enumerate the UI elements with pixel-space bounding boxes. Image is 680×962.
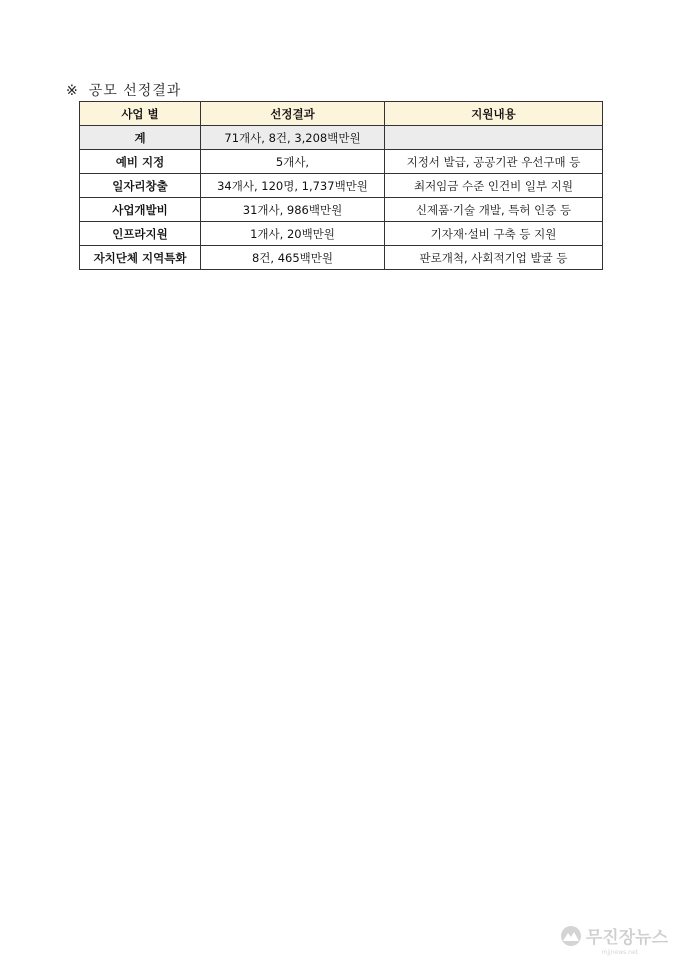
table-row-total xyxy=(80,126,603,150)
table-row xyxy=(80,222,603,246)
cell-result: 5개사, xyxy=(201,150,385,174)
cell-category: 사업개발비 xyxy=(80,198,201,222)
cell-category: 인프라지원 xyxy=(80,222,201,246)
cell-category: 예비 지정 xyxy=(80,150,201,174)
header-result: 선정결과 xyxy=(201,102,385,126)
cell-support: 기자재·설비 구축 등 지원 xyxy=(385,222,603,246)
watermark xyxy=(560,923,668,956)
cell-support: 지정서 발급, 공공기관 우선구매 등 xyxy=(385,150,603,174)
cell-support: 판로개척, 사회적기업 발굴 등 xyxy=(385,246,603,270)
cell-support xyxy=(385,126,603,150)
cell-result: 1개사, 20백만원 xyxy=(201,222,385,246)
table-row xyxy=(80,198,603,222)
selection-results-table xyxy=(79,101,603,270)
cell-support: 신제품·기술 개발, 특허 인증 등 xyxy=(385,198,603,222)
header-category: 사업 별 xyxy=(80,102,201,126)
cell-result: 71개사, 8건, 3,208백만원 xyxy=(201,126,385,150)
header-support: 지원내용 xyxy=(385,102,603,126)
table-row xyxy=(80,246,603,270)
watermark-url: mjjnews.net xyxy=(601,949,638,956)
section-heading xyxy=(66,80,181,100)
cell-category: 계 xyxy=(80,126,201,150)
cell-support: 최저임금 수준 인건비 일부 지원 xyxy=(385,174,603,198)
watermark-text: 무진장뉴스 xyxy=(585,928,668,948)
reference-mark: ※ xyxy=(66,83,79,99)
cell-result: 8건, 465백만원 xyxy=(201,246,385,270)
table-row xyxy=(80,174,603,198)
table-row xyxy=(80,150,603,174)
cell-result: 31개사, 986백만원 xyxy=(201,198,385,222)
cell-category: 일자리창출 xyxy=(80,174,201,198)
cell-result: 34개사, 120명, 1,737백만원 xyxy=(201,174,385,198)
heading-title: 공모 선정결과 xyxy=(88,83,182,99)
table-header-row xyxy=(80,102,603,126)
cell-category: 자치단체 지역특화 xyxy=(80,246,201,270)
mountain-logo-icon xyxy=(560,925,582,947)
